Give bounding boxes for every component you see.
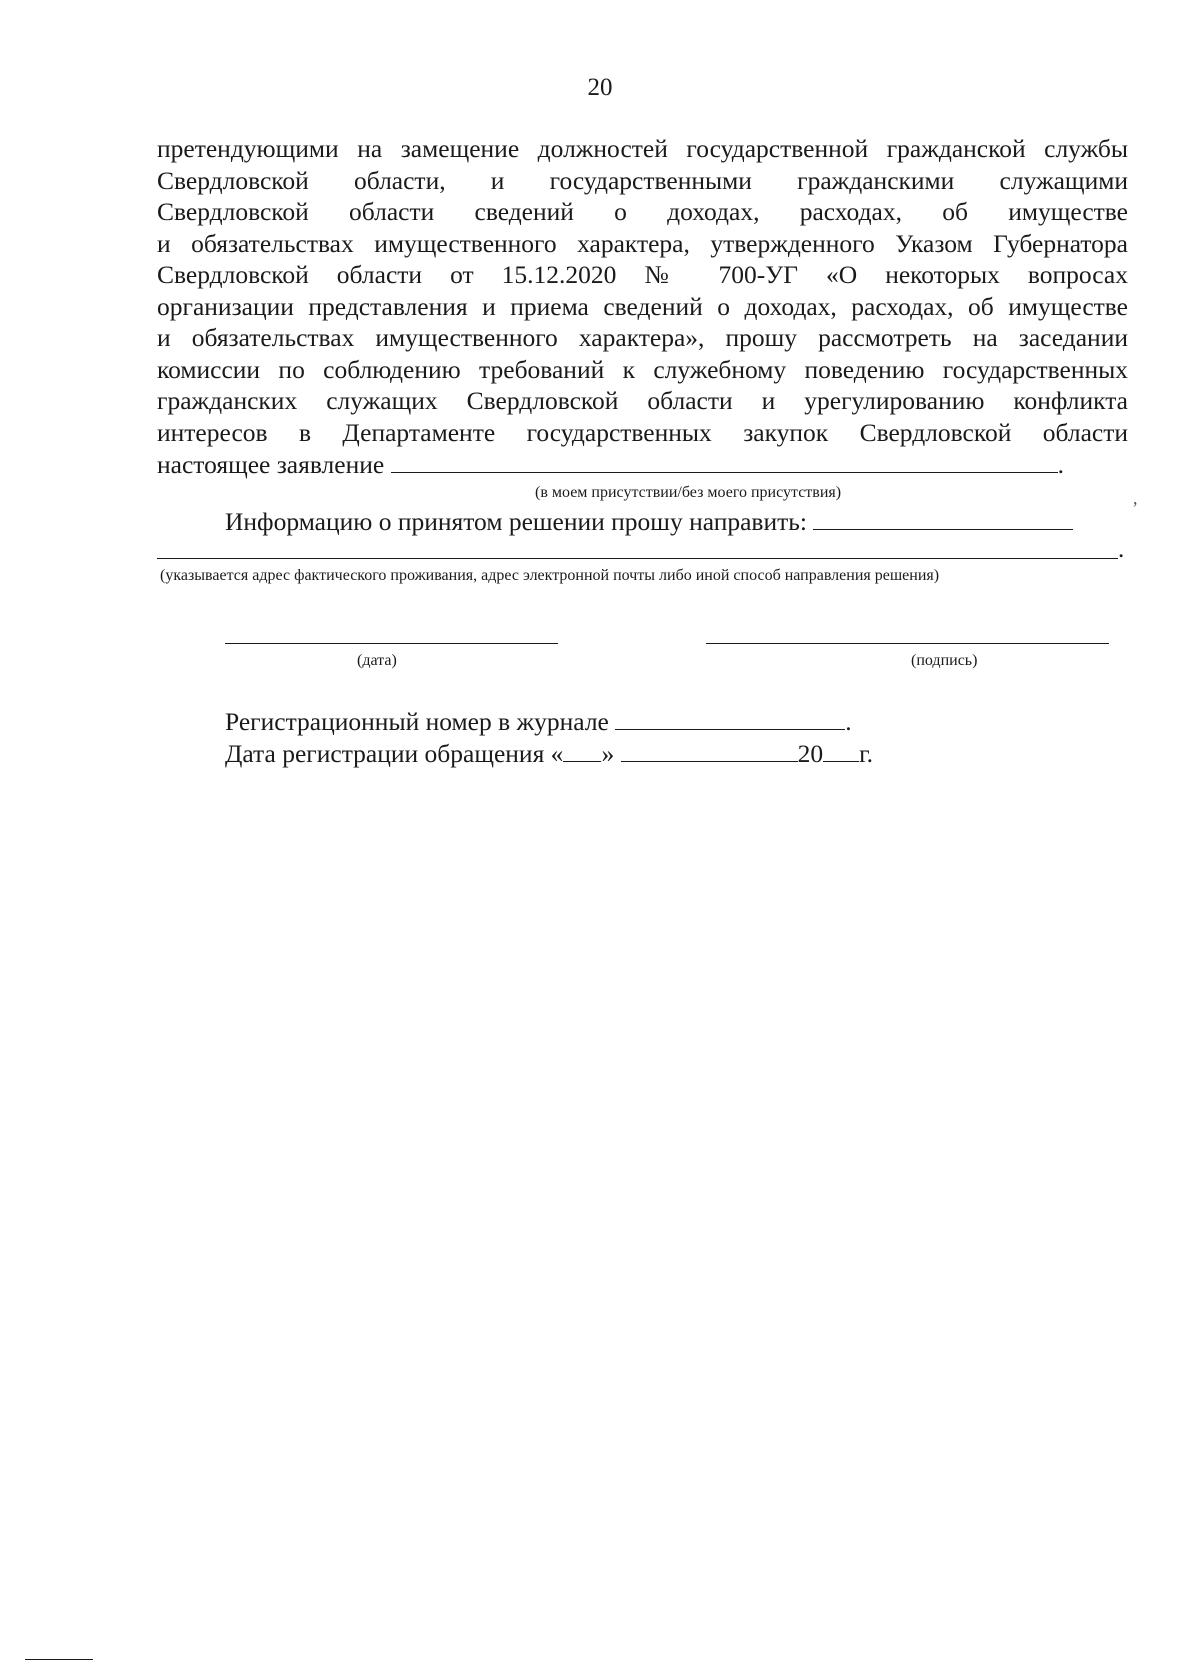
registration-number-line — [225, 705, 852, 737]
statement-caption: (в моем присутствии/без моего присутствия) — [535, 484, 842, 501]
body-line: Свердловской области, и государственными гражданскими служащими — [157, 165, 1128, 195]
registration-date-line — [225, 737, 873, 769]
info-label: Информацию о принятом решении прошу направить: — [225, 507, 807, 536]
body-line: Свердловской области сведений о доходах, расходах, об имуществе — [157, 197, 1128, 226]
registration-number-blank[interactable] — [615, 705, 845, 730]
statement-label: настоящее заявление — [157, 450, 385, 479]
registration-date-quote-close: » — [601, 739, 615, 768]
info-blank[interactable] — [813, 505, 1073, 530]
body-line: претендующими на замещение должностей государственной гражданской службы — [157, 134, 1128, 163]
registration-year-suffix: г. — [859, 739, 874, 768]
body-line: Свердловской области от 15.12.2020 № 700-УГ «О некоторых вопросах — [157, 260, 1128, 289]
body-line: организации представления и приема сведений о доходах, расходах, об имуществе — [157, 291, 1128, 321]
signature-caption: (подпись) — [911, 652, 978, 669]
body-line: комиссии по соблюдению требований к служебному поведению государственных — [157, 354, 1128, 384]
body-line: гражданских служащих Свердловской области и урегулированию конфликта — [157, 386, 1128, 415]
page-number: 20 — [587, 74, 613, 101]
date-blank[interactable] — [225, 643, 558, 644]
footer-rule — [25, 1659, 93, 1660]
body-line: и обязательствах имущественного характера», прошу рассмотреть на заседании — [157, 323, 1128, 352]
statement-blank[interactable] — [391, 448, 1058, 473]
statement-line — [157, 448, 1128, 481]
registration-month-blank[interactable] — [621, 737, 798, 762]
registration-year-blank[interactable] — [823, 737, 859, 762]
registration-year-prefix: 20 — [797, 739, 824, 768]
registration-day-blank[interactable] — [563, 737, 601, 762]
registration-date-label: Дата регистрации обращения « — [225, 739, 564, 768]
address-caption: (указывается адрес фактического проживания, адрес электронной почты либо иной способ направления решения) — [160, 567, 940, 584]
registration-number-period: . — [845, 707, 852, 736]
body-line: и обязательствах имущественного характера, утвержденного Указом Губернатора — [157, 228, 1128, 258]
info-line — [225, 505, 1073, 537]
statement-period: . — [1057, 450, 1064, 479]
address-period: . — [1118, 536, 1125, 563]
address-blank[interactable] — [157, 558, 1118, 559]
body-line: интересов в Департаменте государственных закупок Свердловской области — [157, 417, 1128, 447]
margin-mark: , — [1133, 488, 1138, 508]
body-paragraph — [157, 133, 1128, 481]
signature-blank[interactable] — [706, 643, 1109, 644]
date-caption: (дата) — [357, 652, 397, 669]
registration-number-label: Регистрационный номер в журнале — [225, 707, 609, 736]
